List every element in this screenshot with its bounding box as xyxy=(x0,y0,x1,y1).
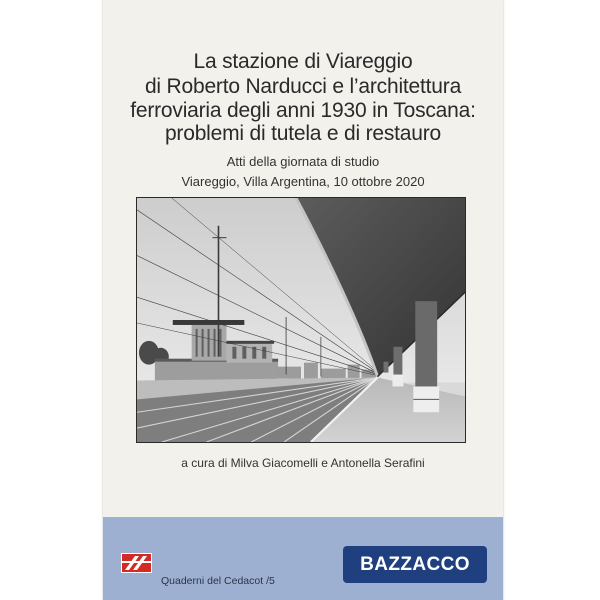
photo-svg xyxy=(137,198,465,442)
cedacot-logo-icon xyxy=(121,553,152,573)
title-line-2: di Roberto Narducci e l’architettura xyxy=(144,75,462,98)
title-line-4: problemi di tutela e di restauro xyxy=(164,122,442,145)
subtitle-line-2: Viareggio, Villa Argentina, 10 ottobre 2020 xyxy=(181,174,425,189)
subtitle-line-1: Atti della giornata di studio xyxy=(226,154,380,169)
title-line-1: La stazione di Viareggio xyxy=(193,50,413,73)
title-line-3: ferroviaria degli anni 1930 in Toscana: xyxy=(130,99,476,122)
station-photograph xyxy=(136,197,466,443)
book-cover xyxy=(103,0,503,600)
editors-line: a cura di Milva Giacomelli e Antonella Serafini xyxy=(181,456,425,470)
publisher-logo: BAZZACCO xyxy=(343,546,487,583)
series-label: Quaderni del Cedacot /5 xyxy=(161,575,275,587)
